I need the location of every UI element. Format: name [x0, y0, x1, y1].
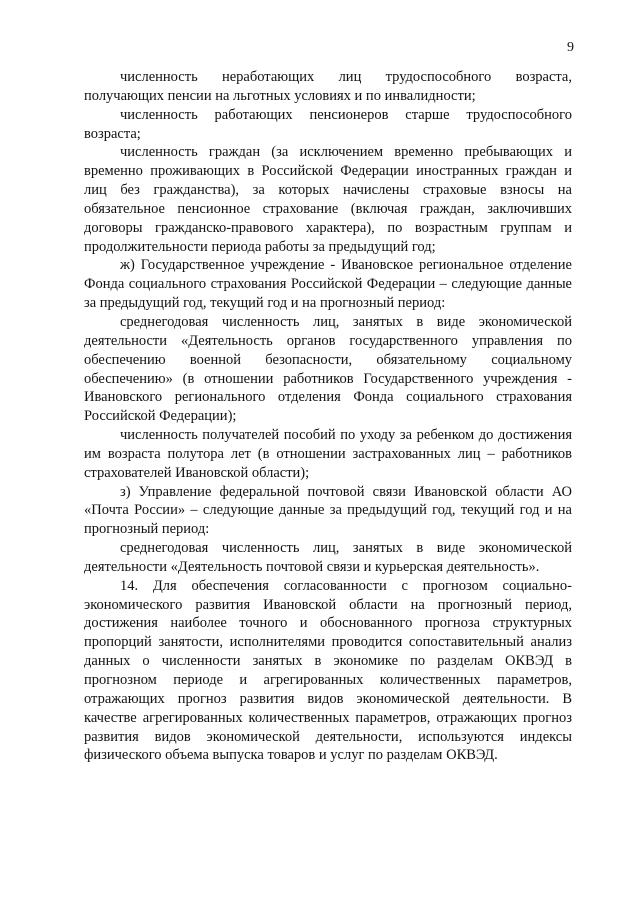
paragraph-childcare-benefits: численность получателей пособий по уходу за ребенком до достижения им возраста полутора лет (в отношении застрахованных лиц – работников страхователей Ивановской области); — [84, 427, 572, 481]
paragraph-average-employment-fss: среднегодовая численность лиц, занятых в виде экономической деятельности «Деятельность органов государственного управления по обеспечению военной безопасности, обязательному социальному обеспечению» (в отношении работников Государственного учреждения - Ивановского регионального отделения Фонда социального страхования Российской Федерации); — [84, 313, 572, 425]
document-body — [84, 68, 572, 765]
paragraph-item-z: з) Управление федеральной почтовой связи Ивановской области АО «Почта России» – следующие данные за предыдущий год, текущий год и на прогнозный период: — [84, 483, 572, 538]
paragraph-working-pensioners: численность работающих пенсионеров старше трудоспособного возраста; — [84, 106, 572, 142]
paragraph-insured-citizens: численность граждан (за исключением временно пребывающих и временно проживающих в Российской Федерации иностранных граждан и лиц без гражданства), за которых начислены страховые взносы на обязательное пенсионное страхование (включая граждан, заключивших договоры гражданско-правового характера), по возрастным группам и продолжительности периода работы за предыдущий год; — [84, 144, 572, 255]
paragraph-average-employment-post: среднегодовая численность лиц, занятых в виде экономической деятельности «Деятельность почтовой связи и курьерская деятельность». — [84, 540, 572, 575]
paragraph-section-14: 14. Для обеспечения согласованности с прогнозом социально-экономического развития Ивановской области на прогнозный период, достижения наиболее точного и обоснованного прогноза структурных пропорций занятости, исполнителями проводится сопоставительный анализ данных о численности занятых в экономике по разделам ОКВЭД в прогнозном периоде и агрегированных количественных параметров, отражающих прогноз развития видов экономической деятельности. В качестве агрегированных количественных параметров, отражающих прогноз развития видов экономической деятельности, используются индексы физического объема выпуска товаров и услуг по разделам ОКВЭД. — [84, 577, 572, 764]
paragraph-unemployed-pensioners: численность неработающих лиц трудоспособного возраста, получающих пенсии на льготных условиях и по инвалидности; — [84, 69, 572, 104]
page-number: 9 — [567, 40, 574, 55]
paragraph-item-zh: ж) Государственное учреждение - Ивановское региональное отделение Фонда социального страхования Российской Федерации – следующие данные за предыдущий год, текущий год и на прогнозный период: — [84, 257, 572, 312]
